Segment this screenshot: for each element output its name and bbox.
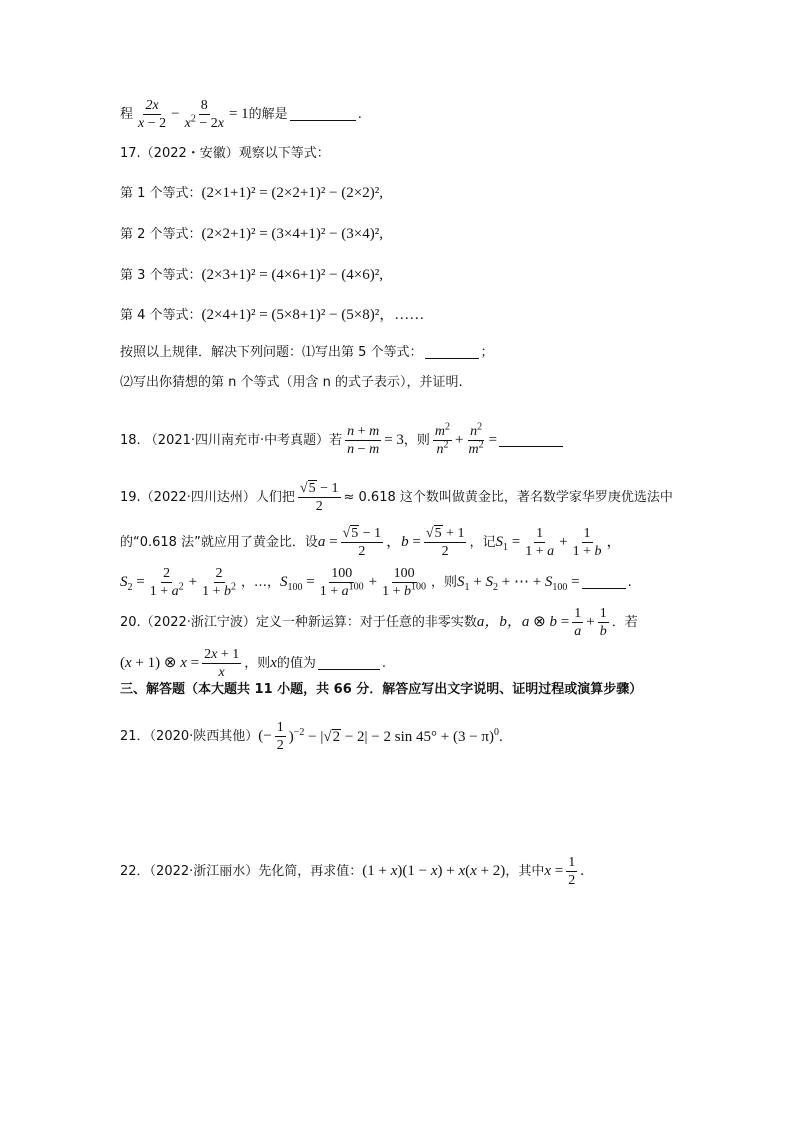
q21-line: 21．（2020·陕西其他） (− $\frac{1}{2}$ )$^{-2}$ − |√2 − 2| − 2 $\sin 45^\circ + (3 - \pi)^0$. <box>120 720 503 754</box>
q16-line: 程 $\frac{2x}{x - 2}$ − $\frac{8}{x^2 - 2x}$ = 1 的解是 . <box>120 98 362 132</box>
q17-eq-2: 第 2 个等式： (2×2+1)² = (3×4+1)² − (3×4)², <box>120 226 383 242</box>
fraction: $\frac{2}{1 + b^2}$ <box>202 566 236 600</box>
q19-line2: 的“0.618 法”就应用了黄金比．设 a = $\frac{√5 - 1}{2}$ ，b = $\frac{√5 + 1}{2}$ ，记 $S_1$ = $\frac{1}{1 + a}$ + $\frac{1}{1 + b}$ ， <box>120 525 622 560</box>
fraction: $\frac{n^2}{m^2}$ <box>468 421 484 458</box>
fraction: $\frac{1}{b}$ <box>599 606 607 640</box>
q16-prefix: 程 <box>120 107 134 123</box>
q20-line1: 20.（2022·浙江宁波）定义一种新运算：对于任意的非零实数 a，b， a ⊗ b = $\frac{1}{a}$ + $\frac{1}{b}$ ．若 <box>120 606 638 640</box>
fraction: $\frac{100}{1 + b^{100}}$ <box>382 566 427 600</box>
fraction: $\frac{1}{a}$ <box>574 606 582 640</box>
answer-blank[interactable] <box>425 346 479 359</box>
fraction: $\frac{2x}{x - 2}$ <box>138 98 167 132</box>
fraction: $\frac{1}{2}$ <box>568 855 576 889</box>
q17-head: 17.（2022・安徽）观察以下等式： <box>120 146 330 161</box>
q17-task1: 按照以上规律．解决下列问题：⑴写出第 5 个等式： ； <box>120 345 494 360</box>
q17-task2: ⑵写出你猜想的第 n 个等式（用含 n 的式子表示），并证明. <box>120 375 463 390</box>
q19-line3: $S_2$ = $\frac{2}{1 + a^2}$ + $\frac{2}{1 + b^2}$ ，…， $S_{100}$ = $\frac{100}{1 + a^{100}}$ + $\frac{100}{1 + b^{100}}$ ，则 $S_1 + S_2$ + ⋯ + $S_{100}$ = . <box>120 566 632 600</box>
answer-blank[interactable] <box>499 434 563 447</box>
q17-eq-3: 第 3 个等式： (2×3+1)² = (4×6+1)² − (4×6)², <box>120 267 383 283</box>
fraction: $\frac{2}{1 + a^2}$ <box>149 566 184 600</box>
fraction: $\frac{√5 + 1}{2}$ <box>425 526 465 560</box>
fraction: $\frac{√5 - 1}{2}$ <box>342 526 382 560</box>
q19-line1: 19.（2022·四川达州）人们把 $\frac{√5 - 1}{2}$ ≈ 0.618 这个数叫做黄金比，著名数学家华罗庚优选法中 <box>120 481 673 515</box>
fraction: $\frac{m^2}{n^2}$ <box>434 421 451 458</box>
q18-line: 18. （2021·四川南充市·中考真题）若 $\frac{n + m}{n - m}$ = 3 ，则 $\frac{m^2}{n^2}$ + $\frac{n^2}{m^2}$ = <box>120 424 565 458</box>
fraction: $\frac{1}{1 + a}$ <box>525 525 555 559</box>
q17-eq-1: 第 1 个等式： (2×1+1)² = (2×2+1)² − (2×2)², <box>120 185 383 201</box>
answer-blank[interactable] <box>290 108 356 121</box>
q17-eq-4: 第 4 个等式： (2×4+1)² = (5×8+1)² − (5×8)²，…… <box>120 307 425 323</box>
fraction: $\frac{8}{x^2 - 2x}$ <box>184 98 224 132</box>
section-heading: 三、解答题（本大题共 11 小题，共 66 分．解答应写出文字说明、证明过程或演算步骤） <box>120 682 643 697</box>
fraction: $\frac{√5 - 1}{2}$ <box>299 481 339 515</box>
fraction: $\frac{n + m}{n - m}$ <box>347 424 380 458</box>
fraction: $\frac{100}{1 + a^{100}}$ <box>319 566 364 600</box>
answer-blank[interactable] <box>582 576 626 589</box>
q20-line2: (x + 1) ⊗ x = $\frac{2x + 1}{x}$ ，则 x 的值为 . <box>120 647 387 681</box>
q16-suffix: 的解是 <box>248 107 288 123</box>
answer-blank[interactable] <box>318 657 380 670</box>
fraction: $\frac{2x + 1}{x}$ <box>204 647 240 681</box>
fraction: $\frac{1}{2}$ <box>276 720 284 754</box>
q22-line: 22．（2022·浙江丽水）先化简，再求值： (1 + x)(1 − x) + x(x + 2) ，其中 x = $\frac{1}{2}$ . <box>120 855 584 889</box>
fraction: $\frac{1}{1 + b}$ <box>572 525 602 559</box>
